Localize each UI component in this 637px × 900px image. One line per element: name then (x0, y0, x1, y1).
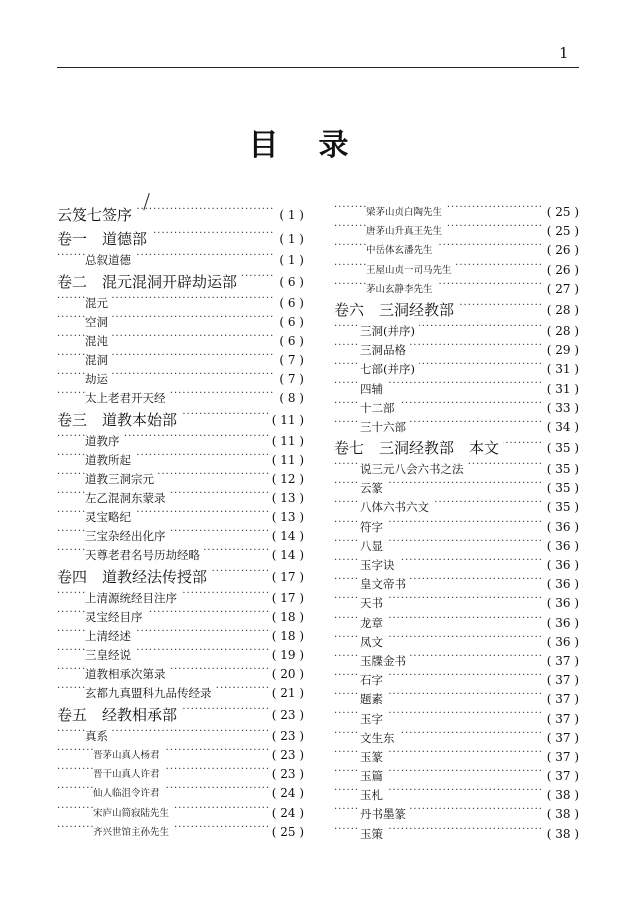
toc-entry-title: 天书 (360, 594, 387, 613)
toc-entry (57, 608, 304, 627)
toc-entry-page: ( 26 ) (543, 261, 579, 280)
toc-entry-title: 玉札 (360, 786, 387, 805)
toc-entry-title: 三洞(并序) (360, 322, 419, 341)
toc-entry-title: 丹书墨篆 (360, 805, 410, 824)
toc-entry (334, 479, 579, 498)
toc-entry-title: 七部(并序) (360, 360, 419, 379)
toc-entry (57, 332, 304, 351)
toc-entry-page: ( 13 ) (268, 489, 304, 508)
toc-chapter (57, 408, 304, 432)
toc-entry-page: ( 6 ) (275, 313, 304, 332)
toc-entry-page: ( 6 ) (275, 294, 304, 313)
toc-entry-title: 凤文 (360, 633, 387, 652)
toc-entry-title: 说三元八会六书之法 (360, 460, 468, 479)
toc-entry-title: 总叙道德 (85, 251, 135, 270)
toc-chapter (57, 270, 304, 294)
toc-entry-page: ( 18 ) (268, 627, 304, 646)
toc-entry-page: ( 36 ) (543, 575, 579, 594)
toc-entry-title: 混元 (85, 294, 112, 313)
toc-entry-title: 齐兴世馆主孙先生 (93, 823, 173, 842)
toc-entry-title: 灵宝略纪 (85, 508, 135, 527)
toc-entry (334, 575, 579, 594)
toc-entry-page: ( 35 ) (543, 479, 579, 498)
toc-entry-title: 符字 (360, 518, 387, 537)
toc-entry-title: 三皇经说 (85, 646, 135, 665)
toc-entry (334, 652, 579, 671)
toc-entry (334, 690, 579, 709)
toc-entry (57, 389, 304, 408)
toc-entry-title: 文生东 (360, 729, 399, 748)
toc-entry-title: 八体六书六文 (360, 498, 433, 517)
toc-entry-page: ( 36 ) (543, 594, 579, 613)
toc-entry-page: ( 12 ) (268, 470, 304, 489)
toc-entry-title: 左乙混洞东蒙录 (85, 489, 170, 508)
toc-right-column (334, 203, 579, 844)
toc-entry-title: 仙人临沮令许君 (93, 784, 164, 803)
toc-entry-page: ( 25 ) (543, 203, 579, 222)
toc-entry (334, 671, 579, 690)
toc-entry-page: ( 36 ) (543, 633, 579, 652)
toc-entry-page: ( 28 ) (543, 299, 579, 322)
toc-entry (334, 222, 579, 241)
toc-entry (334, 786, 579, 805)
toc-chapter (57, 227, 304, 251)
toc-entry (334, 380, 579, 399)
toc-entry-title: 中岳体玄潘先生 (366, 241, 437, 260)
toc-entry (334, 729, 579, 748)
toc-entry-page: ( 11 ) (268, 432, 304, 451)
toc-entry-title: 梁茅山贞白陶先生 (366, 203, 446, 222)
toc-entry (334, 518, 579, 537)
toc-entry-title: 太上老君开天经 (85, 389, 170, 408)
toc-entry-title: 题素 (360, 690, 387, 709)
toc-entry-title: 八显 (360, 537, 387, 556)
toc-entry-page: ( 8 ) (275, 389, 304, 408)
toc-entry-page: ( 1 ) (275, 251, 304, 270)
toc-entry (334, 261, 579, 280)
toc-entry (57, 823, 304, 842)
toc-entry (334, 460, 579, 479)
toc-entry-page: ( 23 ) (268, 746, 304, 765)
toc-entry (57, 508, 304, 527)
toc-chapter (57, 565, 304, 589)
toc-entry-title: 云篆 (360, 479, 387, 498)
toc-entry-page: ( 26 ) (543, 241, 579, 260)
toc-entry-title: 卷四 道教经法传授部 (57, 565, 211, 589)
toc-entry (334, 241, 579, 260)
toc-entry-title: 唐茅山升真王先生 (366, 222, 446, 241)
toc-entry (57, 294, 304, 313)
toc-entry (334, 594, 579, 613)
toc-entry-page: ( 24 ) (268, 804, 304, 823)
toc-entry-page: ( 37 ) (543, 652, 579, 671)
toc-entry-title: 上清源统经目注序 (85, 589, 181, 608)
toc-entry-page: ( 28 ) (543, 322, 579, 341)
toc-entry-page: ( 1 ) (275, 227, 304, 251)
toc-entry (57, 451, 304, 470)
toc-entry-page: ( 36 ) (543, 614, 579, 633)
toc-entry (334, 805, 579, 824)
toc-entry (334, 537, 579, 556)
toc-entry-page: ( 38 ) (543, 825, 579, 844)
toc-entry-page: ( 17 ) (268, 589, 304, 608)
toc-entry (57, 351, 304, 370)
toc-chapter (334, 437, 579, 460)
toc-entry-page: ( 29 ) (543, 341, 579, 360)
toc-entry-title: 玉牒金书 (360, 652, 410, 671)
toc-entry-page: ( 31 ) (543, 380, 579, 399)
toc-entry (334, 710, 579, 729)
toc-entry-title: 龙章 (360, 614, 387, 633)
toc-entry-page: ( 35 ) (543, 437, 579, 460)
toc-entry-page: ( 37 ) (543, 767, 579, 786)
toc-entry (57, 251, 304, 270)
toc-entry-title: 道教三洞宗元 (85, 470, 158, 489)
toc-entry (334, 341, 579, 360)
toc-entry (57, 784, 304, 803)
toc-entry-page: ( 23 ) (268, 703, 304, 727)
toc-entry-page: ( 18 ) (268, 608, 304, 627)
toc-entry-title: 道教序 (85, 432, 124, 451)
toc-entry-page: ( 7 ) (275, 351, 304, 370)
toc-entry-page: ( 31 ) (543, 360, 579, 379)
toc-entry-page: ( 6 ) (275, 332, 304, 351)
toc-entry-title: 三宝杂经出化序 (85, 527, 170, 546)
toc-entry-page: ( 14 ) (268, 527, 304, 546)
toc-entry-title: 石字 (360, 671, 387, 690)
toc-entry-title: 宋庐山简寂陆先生 (93, 804, 173, 823)
toc-entry (334, 633, 579, 652)
toc-entry-title: 道教相承次第录 (85, 665, 170, 684)
toc-entry-title: 四辅 (360, 380, 387, 399)
toc-entry-page: ( 36 ) (543, 537, 579, 556)
toc-entry-page: ( 24 ) (268, 784, 304, 803)
toc-entry-title: 混沌 (85, 332, 112, 351)
toc-entry-title: 三十六部 (360, 418, 410, 437)
toc-entry (57, 684, 304, 703)
toc-entry-title: 卷一 道德部 (57, 227, 151, 251)
toc-entry (334, 748, 579, 767)
toc-entry (57, 589, 304, 608)
toc-chapter (57, 703, 304, 727)
toc-entry (334, 556, 579, 575)
toc-entry-page: ( 6 ) (275, 270, 304, 294)
toc-entry (334, 825, 579, 844)
toc-entry (57, 470, 304, 489)
toc-entry (57, 489, 304, 508)
toc-entry (334, 399, 579, 418)
page-number: 1 (559, 44, 569, 62)
toc-entry-page: ( 23 ) (268, 765, 304, 784)
toc-chapter (57, 203, 304, 227)
toc-entry (57, 665, 304, 684)
toc-entry-title: 混洞 (85, 351, 112, 370)
toc-entry-title: 上清经述 (85, 627, 135, 646)
toc-entry-title: 卷二 混元混洞开辟劫运部 (57, 270, 241, 294)
toc-chapter (334, 299, 579, 322)
toc-entry-page: ( 11 ) (268, 451, 304, 470)
toc-entry-page: ( 36 ) (543, 518, 579, 537)
toc-entry-title: 玉篆 (360, 748, 387, 767)
toc-entry-page: ( 37 ) (543, 690, 579, 709)
toc-entry (57, 646, 304, 665)
toc-entry-page: ( 21 ) (268, 684, 304, 703)
toc-entry-title: 晋茅山真人杨君 (93, 746, 164, 765)
toc-entry (57, 765, 304, 784)
toc-entry (57, 804, 304, 823)
header-rule (57, 67, 579, 68)
toc-entry-title: 玉字 (360, 710, 387, 729)
toc-entry-title: 茅山玄静李先生 (366, 280, 437, 299)
toc-entry (334, 418, 579, 437)
toc-entry-page: ( 19 ) (268, 646, 304, 665)
toc-entry (57, 727, 304, 746)
toc-entry-title: 三洞品格 (360, 341, 410, 360)
page-title: 目录 (248, 128, 389, 163)
toc-entry-page: ( 37 ) (543, 729, 579, 748)
toc-entry-title: 玄都九真盟科九品传经录 (85, 684, 216, 703)
toc-entry-title: 卷五 经教相承部 (57, 703, 181, 727)
toc-entry-title: 云笈七签序 (57, 203, 136, 227)
toc-entry-title: 灵宝经目序 (85, 608, 147, 627)
toc-entry-page: ( 13 ) (268, 508, 304, 527)
toc-entry-title: 皇文帝书 (360, 575, 410, 594)
toc-entry-page: ( 34 ) (543, 418, 579, 437)
toc-entry (334, 203, 579, 222)
toc-entry-page: ( 37 ) (543, 671, 579, 690)
toc-entry-title: 王屋山贞一司马先生 (366, 261, 456, 280)
toc-entry-page: ( 27 ) (543, 280, 579, 299)
toc-entry-page: ( 37 ) (543, 748, 579, 767)
toc-entry (57, 627, 304, 646)
toc-entry-title: 晋干山真人许君 (93, 765, 164, 784)
toc-entry (334, 498, 579, 517)
toc-entry-page: ( 25 ) (543, 222, 579, 241)
toc-entry-page: ( 35 ) (543, 460, 579, 479)
toc-entry-title: 劫运 (85, 370, 112, 389)
toc-entry-page: ( 37 ) (543, 710, 579, 729)
toc-entry-page: ( 11 ) (268, 408, 304, 432)
toc-entry (57, 527, 304, 546)
toc-entry-title: 玉篇 (360, 767, 387, 786)
toc-entry-title: 道教所起 (85, 451, 135, 470)
toc-entry-page: ( 25 ) (268, 823, 304, 842)
toc-entry-page: ( 38 ) (543, 805, 579, 824)
toc-entry (57, 746, 304, 765)
toc-entry-title: 十二部 (360, 399, 399, 418)
toc-entry-title: 空洞 (85, 313, 112, 332)
toc-entry (57, 546, 304, 565)
toc-entry-page: ( 38 ) (543, 786, 579, 805)
toc-entry-page: ( 33 ) (543, 399, 579, 418)
toc-entry (57, 313, 304, 332)
toc-entry (57, 370, 304, 389)
toc-entry-title: 卷三 道教本始部 (57, 408, 181, 432)
toc-entry-page: ( 23 ) (268, 727, 304, 746)
toc-entry (57, 432, 304, 451)
toc-entry-title: 卷七 三洞经教部 本文 (334, 437, 503, 460)
toc-entry (334, 767, 579, 786)
toc-entry-page: ( 20 ) (268, 665, 304, 684)
toc-entry (334, 280, 579, 299)
toc-entry-title: 玉策 (360, 825, 387, 844)
toc-entry-page: ( 36 ) (543, 556, 579, 575)
toc-entry (334, 322, 579, 341)
toc-entry-title: 真系 (85, 727, 112, 746)
toc-entry-page: ( 1 ) (275, 203, 304, 227)
toc-entry (334, 360, 579, 379)
toc-entry-page: ( 35 ) (543, 498, 579, 517)
toc-entry-page: ( 7 ) (275, 370, 304, 389)
toc-entry-page: ( 17 ) (268, 565, 304, 589)
toc-entry-title: 天尊老君名号历劫经略 (85, 546, 204, 565)
toc-left-column (57, 203, 304, 842)
toc-entry-title: 玉字诀 (360, 556, 399, 575)
toc-entry (334, 614, 579, 633)
toc-entry-page: ( 14 ) (268, 546, 304, 565)
toc-entry-title: 卷六 三洞经教部 (334, 299, 458, 322)
